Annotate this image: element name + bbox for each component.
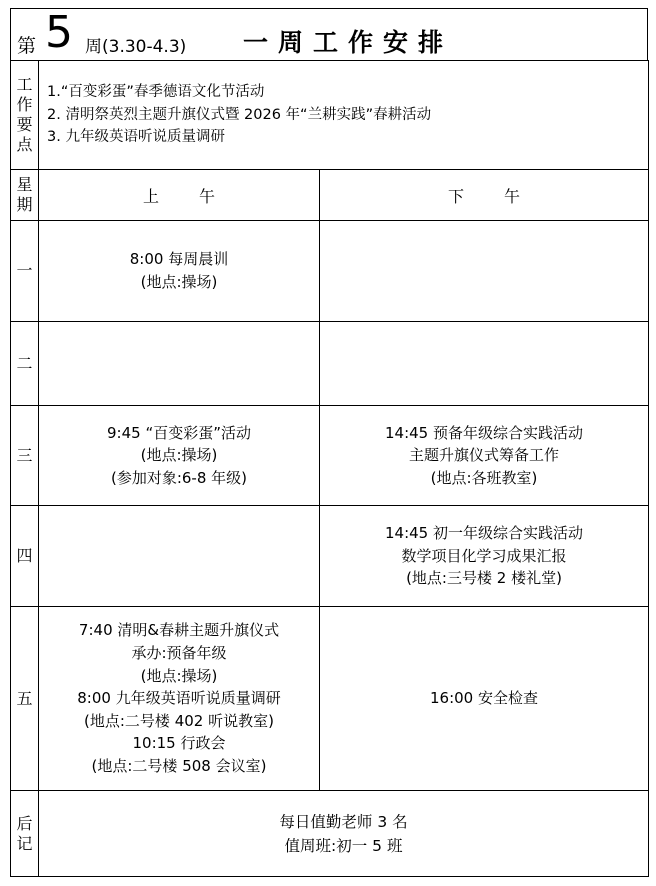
schedule-line: 14:45 预备年级综合实践活动 [385, 423, 583, 442]
schedule-line: (地点:各班教室) [430, 468, 538, 487]
day-column-label: 星 期 [11, 170, 39, 221]
morning-cell [39, 322, 320, 406]
day-label: 二 [11, 322, 39, 406]
morning-cell [39, 607, 320, 791]
day-row-2 [11, 322, 649, 406]
afternoon-cell [320, 221, 649, 322]
schedule-line: (地点:二号楼 402 听说教室) [84, 711, 274, 730]
day-label: 五 [11, 607, 39, 791]
key-points-label: 工 作 要 点 [11, 61, 39, 170]
schedule-line: (地点:二号楼 508 会议室) [91, 756, 267, 775]
schedule-line: 8:00 每周晨训 [129, 250, 229, 269]
schedule-line: 主题升旗仪式筹备工作 [408, 446, 559, 465]
day-row-1 [11, 221, 649, 322]
schedule-line: 10:15 行政会 [132, 734, 226, 753]
title-row [10, 8, 648, 60]
schedule-line: (参加对象:6-8 年级) [110, 468, 248, 487]
schedule-line: 每日值勤老师 3 名 [279, 812, 408, 831]
schedule-line: 7:40 清明&春耕主题升旗仪式 [78, 621, 280, 640]
schedule-line: (地点:操场) [140, 273, 218, 291]
key-points-row [11, 61, 649, 170]
week-range: 周(3.30-4.3) [85, 37, 187, 57]
key-point-item: 2. 清明祭英烈主题升旗仪式暨 2026 年“兰耕实践”春耕活动 [47, 106, 432, 123]
week-number: 5 [45, 7, 73, 58]
schedule-line: (地点:操场) [140, 446, 218, 465]
afternoon-header: 下午 [320, 170, 649, 221]
schedule-line: (地点:三号楼 2 楼礼堂) [406, 569, 562, 588]
schedule-line: 承办:预备年级 [131, 644, 227, 663]
day-label: 一 [11, 221, 39, 322]
day-label: 三 [11, 406, 39, 506]
afternoon-cell [320, 607, 649, 791]
weekly-schedule [10, 8, 648, 877]
schedule-line: 值周班:初一 5 班 [284, 836, 403, 855]
schedule-line: 数学项目化学习成果汇报 [401, 546, 567, 565]
schedule-line: 9:45 “百变彩蛋”活动 [107, 423, 251, 442]
key-point-item: 3. 九年级英语听说质量调研 [47, 129, 225, 146]
schedule-line: 14:45 初一年级综合实践活动 [385, 524, 583, 543]
day-row-5 [11, 607, 649, 791]
morning-header: 上午 [39, 170, 320, 221]
afternoon-cell [320, 322, 649, 406]
morning-cell [39, 221, 320, 322]
footer-row [11, 791, 649, 877]
page-title: 一周工作安排 [243, 28, 454, 57]
afternoon-cell [320, 406, 649, 506]
footer-notes [39, 791, 649, 877]
afternoon-cell [320, 506, 649, 607]
schedule-line: 8:00 九年级英语听说质量调研 [77, 689, 281, 708]
schedule-table [10, 60, 649, 877]
schedule-line: 16:00 安全检查 [430, 689, 538, 708]
footer-label: 后 记 [11, 791, 39, 877]
key-points-list [39, 61, 649, 170]
column-header-row [11, 170, 649, 221]
morning-cell [39, 406, 320, 506]
day-row-4 [11, 506, 649, 607]
schedule-line: (地点:操场) [140, 666, 218, 685]
morning-cell [39, 506, 320, 607]
week-prefix: 第 [17, 35, 37, 57]
key-point-item: 1.“百变彩蛋”春季德语文化节活动 [47, 84, 265, 101]
day-row-3 [11, 406, 649, 506]
day-label: 四 [11, 506, 39, 607]
